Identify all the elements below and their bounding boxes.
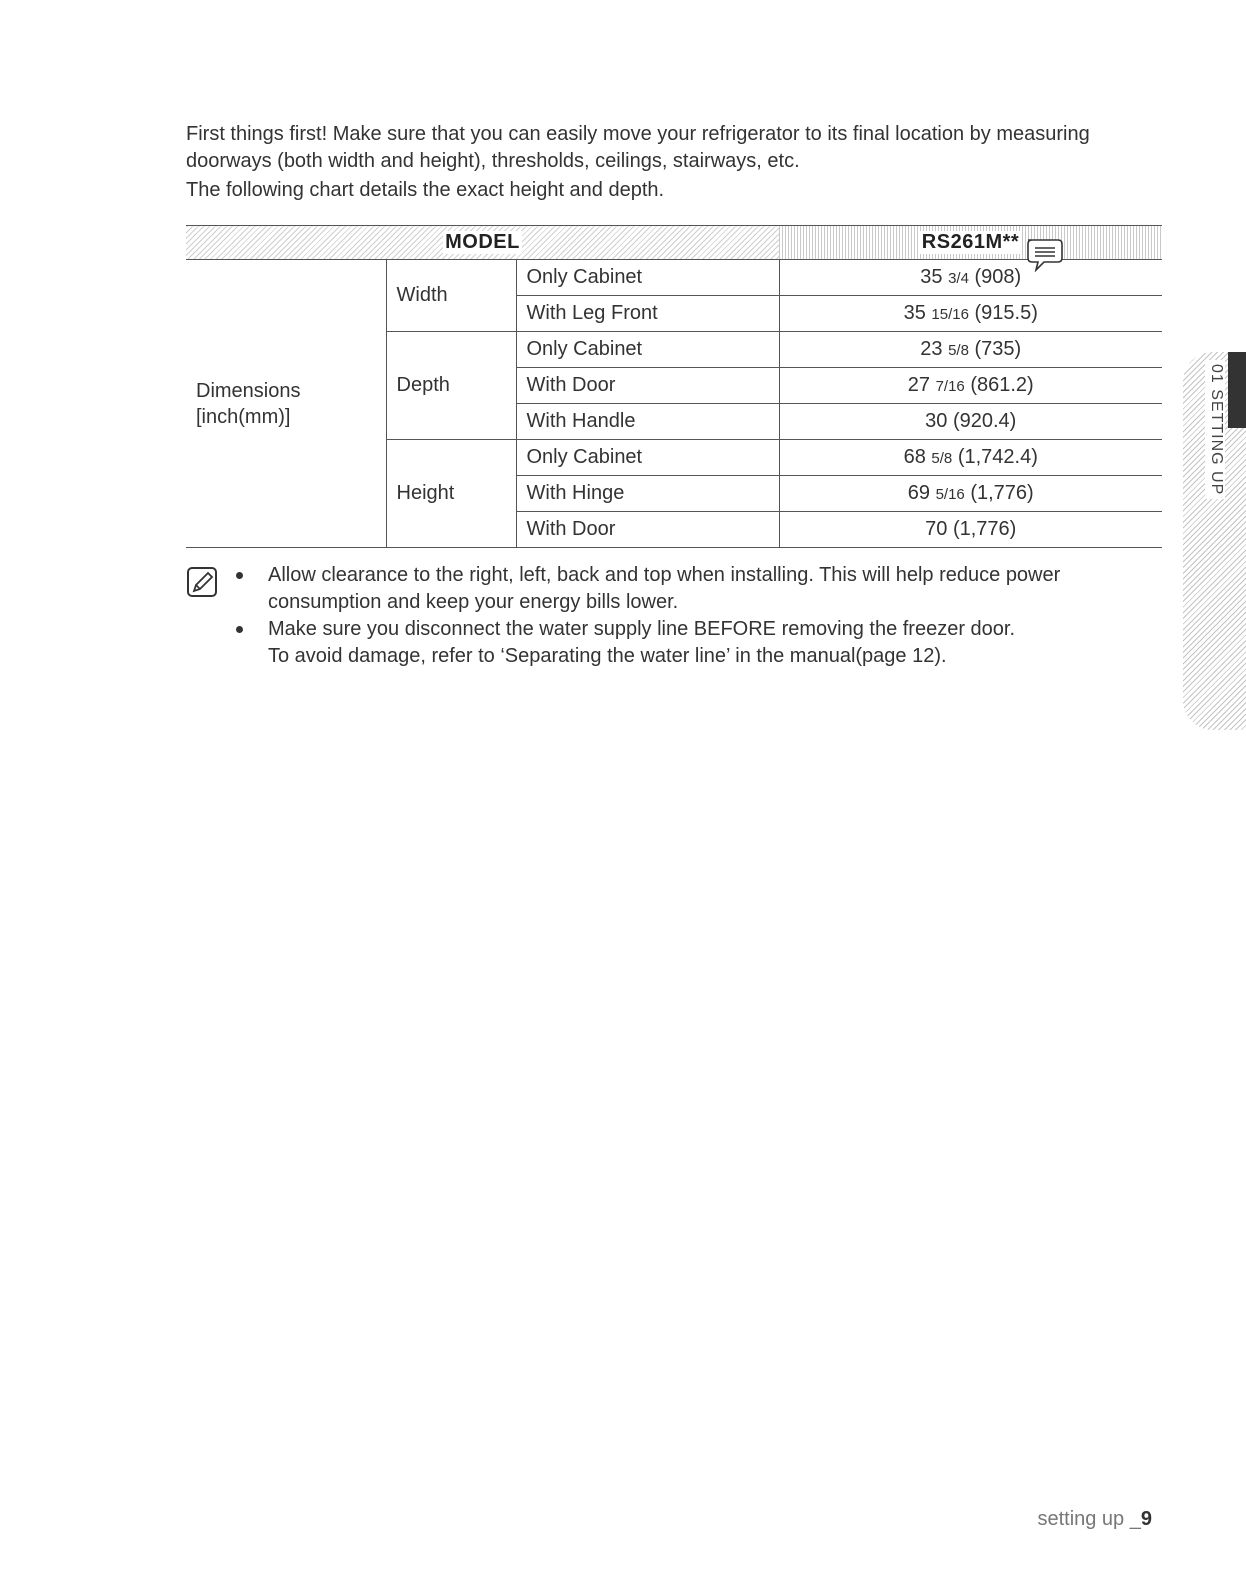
header-value-cell xyxy=(779,226,1162,260)
dimension-depth: Depth xyxy=(386,332,516,440)
row-value: 35 3/4 (908) xyxy=(779,260,1162,296)
row-label: With Door xyxy=(516,368,779,404)
row-value: 35 15/16 (915.5) xyxy=(779,296,1162,332)
row-label: Only Cabinet xyxy=(516,260,779,296)
row-value: 30 (920.4) xyxy=(779,404,1162,440)
category-label: Dimensions xyxy=(196,379,301,402)
row-label: Only Cabinet xyxy=(516,440,779,476)
row-label: With Door xyxy=(516,512,779,548)
notes-list xyxy=(186,562,1146,670)
row-value: 68 5/8 (1,742.4) xyxy=(779,440,1162,476)
category-cell xyxy=(186,260,386,548)
intro-paragraph-1: First things first! Make sure that you can easily move your refrigerator to its final location by measuring doorways (both width and height), thresholds, ceilings, stairways, etc. xyxy=(186,123,1090,172)
row-value: 69 5/16 (1,776) xyxy=(779,476,1162,512)
category-unit: [inch(mm)] xyxy=(196,405,291,428)
table-header-row xyxy=(186,226,1162,260)
row-label: With Leg Front xyxy=(516,296,779,332)
row-label: With Hinge xyxy=(516,476,779,512)
row-value: 70 (1,776) xyxy=(779,512,1162,548)
note-item: Allow clearance to the right, left, back and top when installing. This will help reduce power consumption and keep your energy bills lower. xyxy=(268,562,1146,616)
row-value: 23 5/8 (735) xyxy=(779,332,1162,368)
footer-section: setting up _ xyxy=(1037,1508,1141,1530)
intro-text xyxy=(186,121,1146,204)
intro-paragraph-2: The following chart details the exact height and depth. xyxy=(186,179,665,201)
row-label: Only Cabinet xyxy=(516,332,779,368)
notes-section xyxy=(186,562,1146,670)
dimensions-table xyxy=(186,225,1162,548)
note-pencil-icon xyxy=(186,565,220,599)
header-model-number: RS261M** xyxy=(921,231,1020,253)
chapter-tab-label: 01 SETTING UP xyxy=(1205,360,1225,499)
dimension-width: Width xyxy=(386,260,516,332)
note-item: Make sure you disconnect the water supply line BEFORE removing the freezer door. To avoid damage, refer to ‘Separating the water line’ in the manual(page 12). xyxy=(268,616,1146,670)
row-label: With Handle xyxy=(516,404,779,440)
memo-speech-bubble-icon xyxy=(1024,236,1064,272)
chapter-tab xyxy=(1183,352,1246,730)
header-model: MODEL xyxy=(445,231,520,253)
page-footer xyxy=(1000,1508,1152,1531)
chapter-tab-indicator xyxy=(1228,352,1246,428)
row-value: 27 7/16 (861.2) xyxy=(779,368,1162,404)
dimension-height: Height xyxy=(386,440,516,548)
header-model-cell xyxy=(186,226,779,260)
table-row xyxy=(186,260,1162,296)
page-number: 9 xyxy=(1140,1508,1152,1530)
